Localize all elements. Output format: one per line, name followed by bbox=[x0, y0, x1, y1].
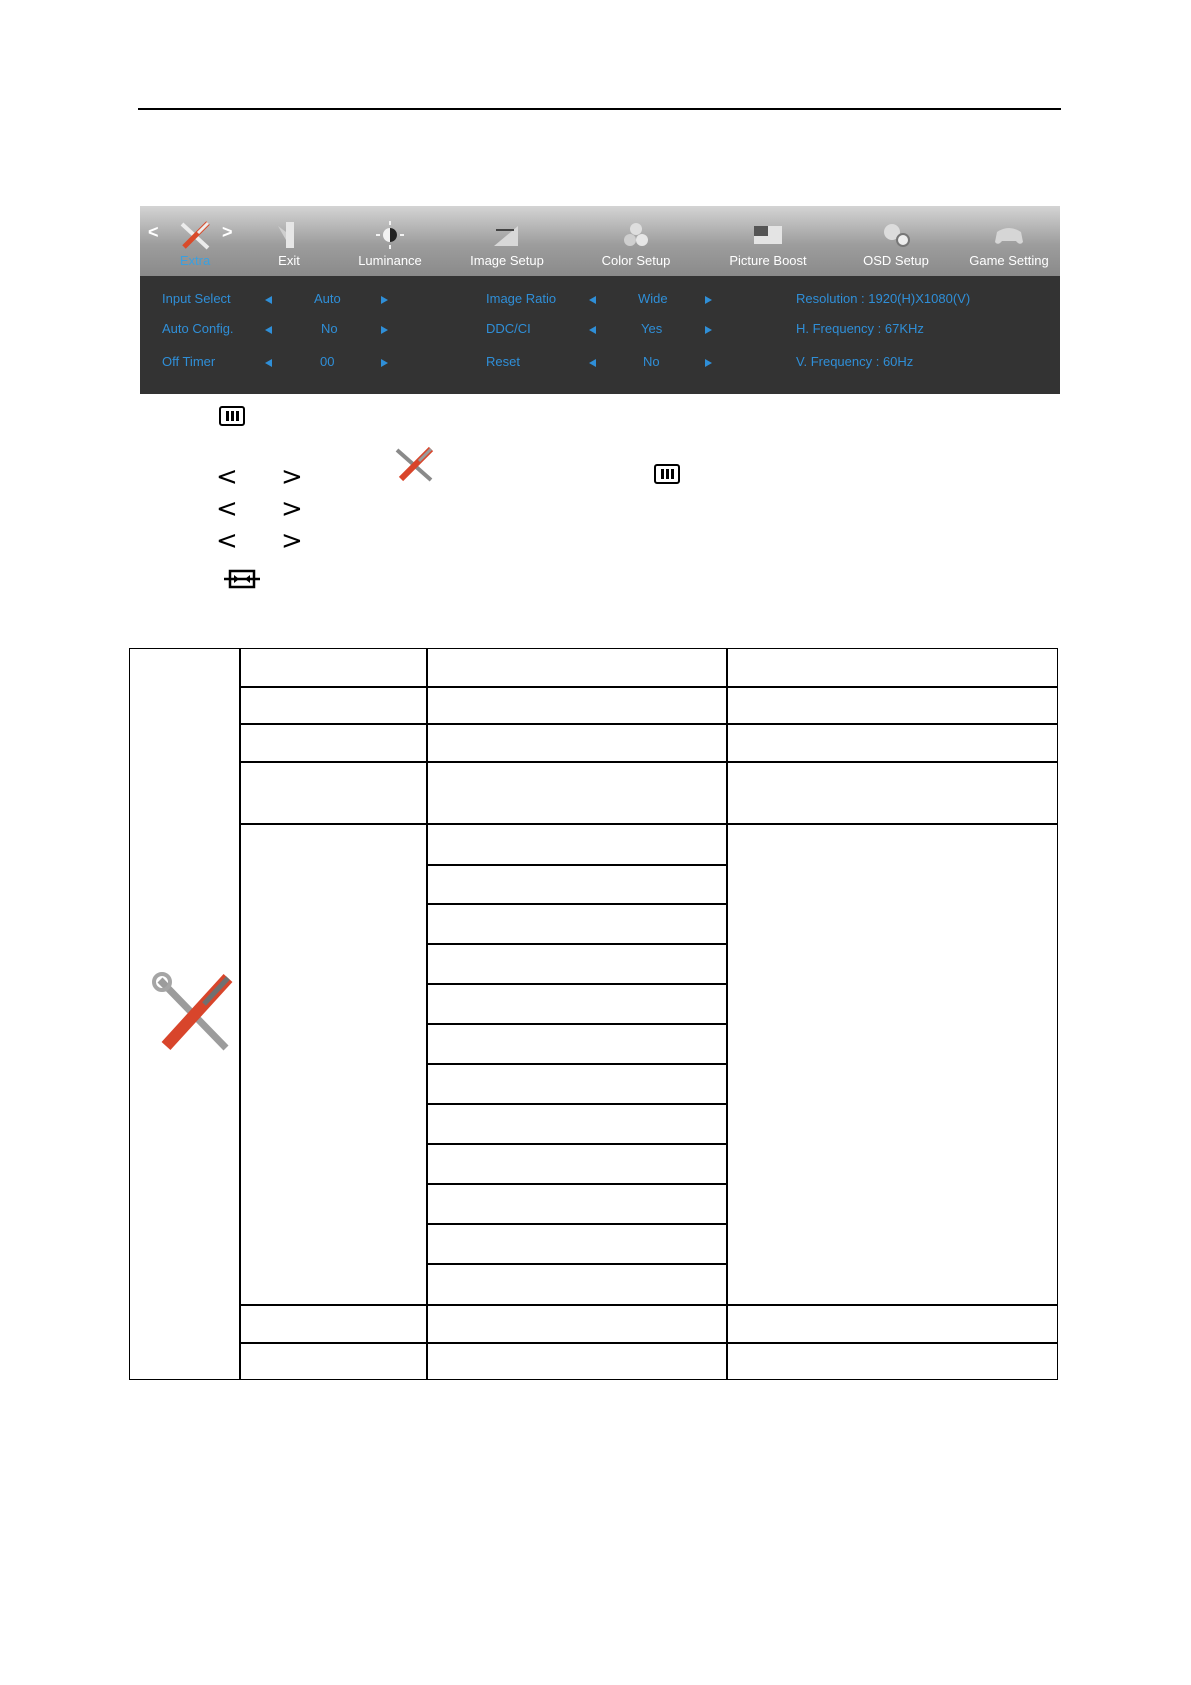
right-arrow-icon: > bbox=[281, 494, 303, 524]
left-arrow-icon: < bbox=[216, 462, 238, 492]
setting-label[interactable]: Off Timer bbox=[162, 354, 216, 369]
table-row bbox=[426, 943, 726, 945]
tab-label: Game Setting bbox=[969, 253, 1049, 268]
osd-settings-panel bbox=[140, 276, 1060, 394]
info-v-frequency: V. Frequency : 60Hz bbox=[796, 354, 914, 369]
table-row bbox=[239, 761, 1058, 763]
tools-icon bbox=[178, 220, 212, 250]
function-table bbox=[129, 648, 1058, 1380]
table-row bbox=[426, 1103, 726, 1105]
tab-label: Extra bbox=[179, 253, 211, 268]
setting-label[interactable]: Input Select bbox=[162, 291, 231, 306]
setting-value: No bbox=[643, 354, 660, 369]
setting-value: Yes bbox=[641, 321, 663, 336]
decrease-arrow-icon[interactable] bbox=[265, 326, 272, 334]
decrease-arrow-icon[interactable] bbox=[265, 359, 272, 367]
table-column-divider bbox=[426, 648, 428, 1380]
source-button-icon bbox=[224, 568, 260, 590]
nav-left-icon[interactable]: < bbox=[148, 222, 159, 242]
menu-button-icon bbox=[654, 464, 680, 484]
table-row bbox=[426, 1023, 726, 1025]
color-setup-icon bbox=[619, 220, 653, 250]
table-row bbox=[426, 1143, 726, 1145]
decrease-arrow-icon[interactable] bbox=[589, 359, 596, 367]
picture-boost-icon bbox=[751, 220, 785, 250]
setting-label[interactable]: Reset bbox=[486, 354, 520, 369]
table-column-divider bbox=[726, 648, 728, 1380]
osd-menu bbox=[140, 206, 1060, 394]
tab-label: Luminance bbox=[358, 253, 422, 268]
info-h-frequency: H. Frequency : 67KHz bbox=[796, 321, 924, 336]
gamepad-icon bbox=[992, 220, 1026, 250]
increase-arrow-icon[interactable] bbox=[381, 296, 388, 304]
tab-label: Picture Boost bbox=[729, 253, 807, 268]
tab-color-setup[interactable] bbox=[584, 206, 688, 276]
table-row bbox=[426, 983, 726, 985]
table-row bbox=[426, 1063, 726, 1065]
tab-luminance[interactable] bbox=[346, 206, 434, 276]
table-column-divider bbox=[239, 648, 241, 1380]
table-row bbox=[239, 1304, 1058, 1306]
left-arrow-icon: < bbox=[216, 494, 238, 524]
table-row bbox=[239, 686, 1058, 688]
tab-exit[interactable] bbox=[254, 206, 324, 276]
increase-arrow-icon[interactable] bbox=[381, 326, 388, 334]
tools-icon bbox=[393, 446, 435, 484]
tab-image-setup[interactable] bbox=[452, 206, 562, 276]
table-row bbox=[426, 1263, 726, 1265]
tools-icon bbox=[152, 972, 234, 1056]
nav-right-icon[interactable]: > bbox=[222, 222, 233, 242]
tab-extra[interactable] bbox=[166, 206, 224, 276]
setting-value: Auto bbox=[314, 291, 341, 306]
exit-icon bbox=[272, 220, 306, 250]
increase-arrow-icon[interactable] bbox=[705, 326, 712, 334]
increase-arrow-icon[interactable] bbox=[381, 359, 388, 367]
info-resolution: Resolution : 1920(H)X1080(V) bbox=[796, 291, 971, 306]
tab-osd-setup[interactable] bbox=[848, 206, 944, 276]
table-row bbox=[239, 823, 1058, 825]
top-rule bbox=[138, 108, 1061, 110]
osd-tab-bar bbox=[140, 206, 1060, 276]
image-setup-icon bbox=[490, 220, 524, 250]
table-row bbox=[239, 723, 1058, 725]
table-row bbox=[426, 1223, 726, 1225]
table-row bbox=[239, 1342, 1058, 1344]
increase-arrow-icon[interactable] bbox=[705, 296, 712, 304]
luminance-icon bbox=[373, 220, 407, 250]
tab-game-setting[interactable] bbox=[960, 206, 1058, 276]
setting-value: 00 bbox=[320, 354, 335, 369]
right-arrow-icon: > bbox=[281, 526, 303, 556]
table-row bbox=[426, 864, 726, 866]
setting-value: No bbox=[321, 321, 338, 336]
right-arrow-icon: > bbox=[281, 462, 303, 492]
increase-arrow-icon[interactable] bbox=[705, 359, 712, 367]
osd-setup-icon bbox=[879, 220, 913, 250]
setting-label[interactable]: DDC/CI bbox=[486, 321, 531, 336]
tab-label: Color Setup bbox=[601, 253, 671, 268]
setting-label[interactable]: Auto Config. bbox=[162, 321, 234, 336]
decrease-arrow-icon[interactable] bbox=[589, 326, 596, 334]
tab-label: Image Setup bbox=[470, 253, 544, 268]
decrease-arrow-icon[interactable] bbox=[265, 296, 272, 304]
left-arrow-icon: < bbox=[216, 526, 238, 556]
table-row bbox=[426, 903, 726, 905]
menu-button-icon bbox=[219, 406, 245, 426]
setting-label[interactable]: Image Ratio bbox=[486, 291, 557, 306]
table-row bbox=[426, 1183, 726, 1185]
setting-value: Wide bbox=[638, 291, 668, 306]
tab-label: OSD Setup bbox=[863, 253, 929, 268]
tab-label: Exit bbox=[278, 253, 300, 268]
tab-picture-boost[interactable] bbox=[710, 206, 826, 276]
decrease-arrow-icon[interactable] bbox=[589, 296, 596, 304]
